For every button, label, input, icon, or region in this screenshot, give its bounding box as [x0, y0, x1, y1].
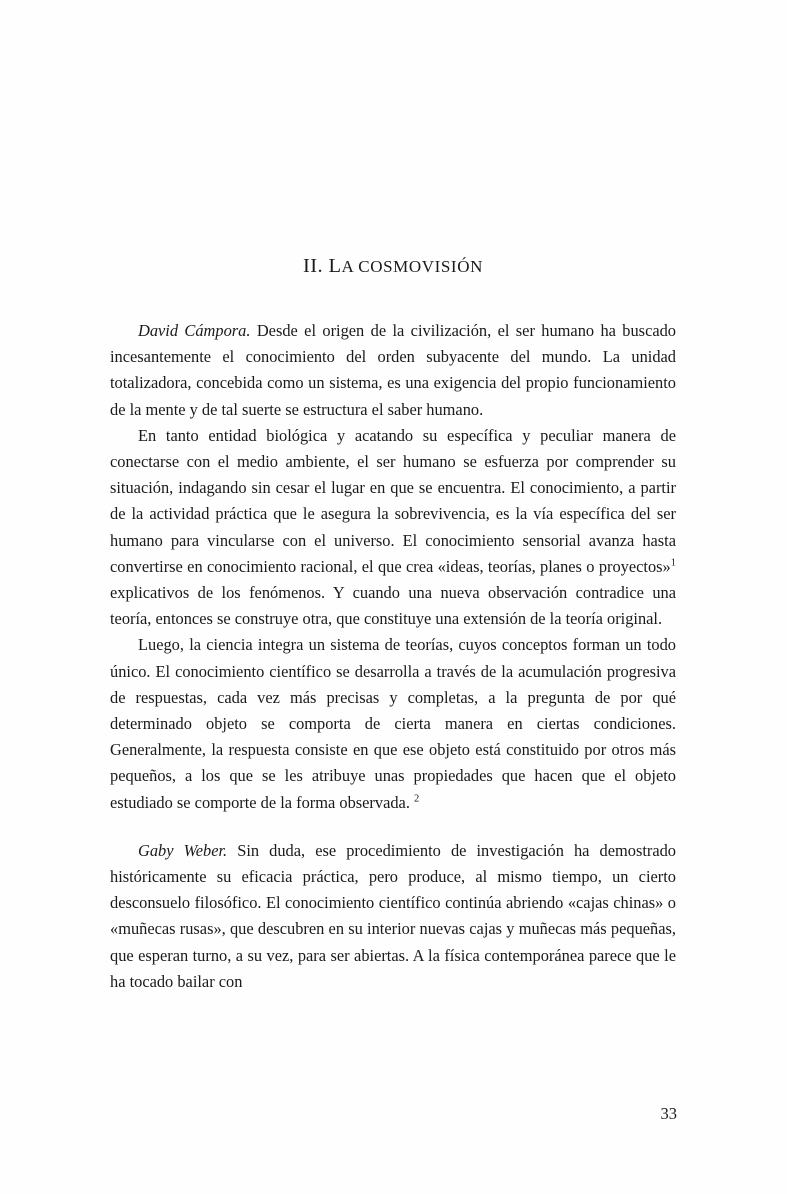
paragraph-4: [110, 838, 676, 995]
speaker-name-david-campora: David Cámpora.: [138, 321, 251, 340]
paragraph-1-text: Desde el origen de la civilización, el ser humano ha buscado incesantemente el conocimiento del orden subyacente del mundo. La unidad totalizadora, concebida como un sistema, es una exigencia del propio funcionamiento de la mente y de tal suerte se estructura el saber humano.: [110, 321, 677, 419]
paragraph-2-text: En tanto entidad biológica y acatando su específica y peculiar manera de conectarse con el medio ambiente, el ser humano se esfuerza por comprender su situación, indagando sin cesar el lugar en que se encuentra. El conocimiento, a partir de la actividad práctica que le asegura la sobrevivencia, es la vía específica del ser humano para vincularse con el universo. El conocimiento sensorial avanza hasta convertirse en conocimiento racional, el que crea «ideas, teorías, planes o proyectos»: [110, 425, 676, 576]
chapter-title: [110, 255, 676, 278]
footnote-reference-2: 2: [414, 793, 420, 805]
page-number: 33: [660, 1104, 677, 1123]
paragraph-1: [110, 318, 676, 423]
paragraph-3: [110, 632, 676, 815]
paragraph-3-text: Luego, la ciencia integra un sistema de teorías, cuyos conceptos forman un todo único. El conocimiento científico se desarrolla a través de la acumulación progresiva de respuestas, cada vez más precisas y completas, a la pregunta de por qué determinado objeto se comporta de cierta manera en ciertas condiciones. Generalmente, la respuesta consiste en que ese objeto está constituido por otros más pequeños, a los que se les atribuye unas propiedades que hacen que el objeto estudiado se comporte de la forma observada.: [110, 635, 676, 812]
chapter-numeral: II.: [303, 255, 324, 277]
chapter-title-first-letter: L: [328, 255, 342, 277]
paragraph-4-text: Sin duda, ese procedimiento de investigación ha demostrado históricamente su eficacia práctica, pero produce, al mismo tiempo, un cierto desconsuelo filosófico. El conocimiento científico continúa abriendo «cajas chinas» o «muñecas rusas», que descubren en su interior nuevas cajas y muñecas más pequeñas, que esperan turno, a su vez, para ser abiertas. A la física contemporánea parece que le ha tocado bailar con: [110, 840, 676, 991]
paragraph-2: [110, 423, 676, 633]
chapter-title-rest: A COSMOVISIÓN: [341, 257, 483, 276]
footnote-reference-1: 1: [670, 557, 676, 569]
page-content: [110, 255, 676, 995]
paragraph-2-text-after-ref: explicativos de los fenómenos. Y cuando una nueva observación contradice una teoría, entonces se construye otra, que constituye una extensión de la teoría original.: [110, 583, 676, 629]
speaker-name-gaby-weber: Gaby Weber.: [138, 840, 228, 860]
